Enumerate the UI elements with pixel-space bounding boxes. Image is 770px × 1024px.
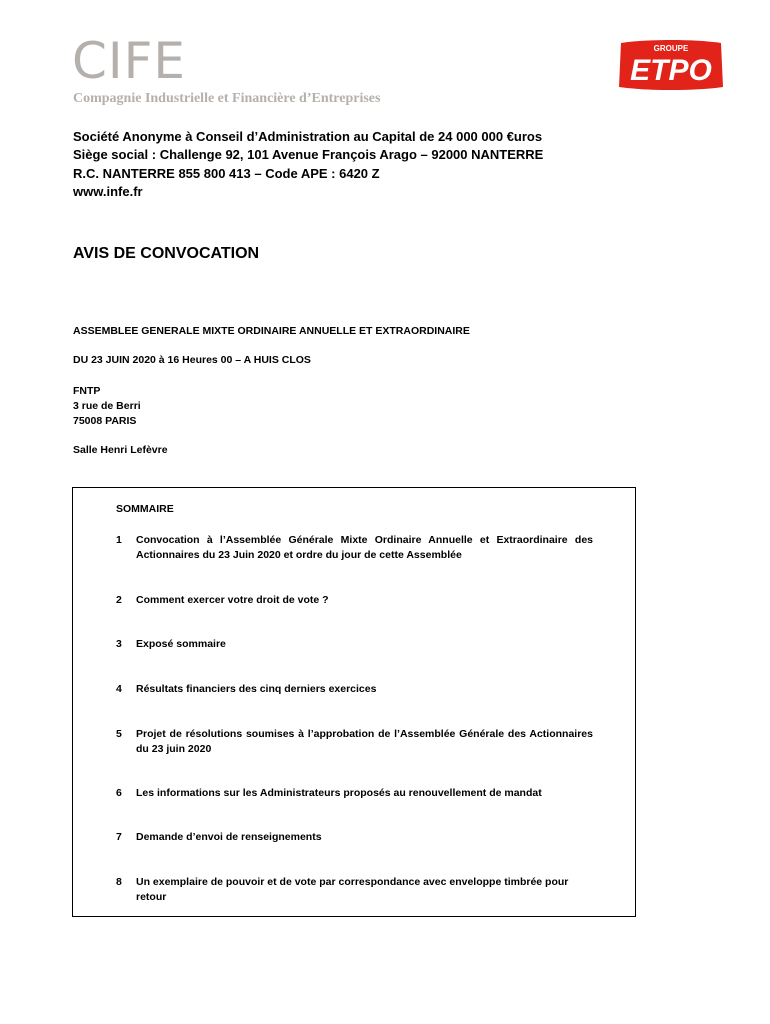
summary-item-text: Exposé sommaire xyxy=(136,638,226,650)
summary-item xyxy=(116,593,593,608)
summary-item xyxy=(116,786,593,801)
summary-item-number: 8 xyxy=(116,876,122,888)
cife-logo-subtitle: Compagnie Industrielle et Financière d’Entreprises xyxy=(73,91,381,106)
company-info xyxy=(73,128,543,201)
meeting-type: ASSEMBLEE GENERALE MIXTE ORDINAIRE ANNUELLE ET EXTRAORDINAIRE xyxy=(73,325,470,337)
company-head-office: Siège social : Challenge 92, 101 Avenue François Arago – 92000 NANTERRE xyxy=(73,147,544,163)
venue-city: 75008 PARIS xyxy=(73,415,137,427)
summary-item-number: 3 xyxy=(116,638,122,650)
meeting-date: DU 23 JUIN 2020 à 16 Heures 00 – A HUIS CLOS xyxy=(73,354,311,366)
summary-item-text: Convocation à l’Assemblée Générale Mixte Ordinaire Annuelle et Extraordinaire des Actionnaires du 23 Juin 2020 et ordre du jour de cette Assemblée xyxy=(136,534,593,561)
document-title: AVIS DE CONVOCATION xyxy=(73,245,260,262)
meeting-room: Salle Henri Lefèvre xyxy=(73,444,168,456)
summary-item xyxy=(116,727,593,757)
summary-item xyxy=(116,682,593,697)
summary-item-text: Projet de résolutions soumises à l’approbation de l’Assemblée Générale des Actionnaires du 23 juin 2020 xyxy=(136,728,593,755)
summary-item-text: Résultats financiers des cinq derniers exercices xyxy=(136,683,377,695)
venue-street: 3 rue de Berri xyxy=(73,400,141,412)
meeting-address xyxy=(73,384,141,429)
summary-item-number: 6 xyxy=(116,787,122,799)
summary-item xyxy=(116,875,593,905)
company-legal-form: Société Anonyme à Conseil d’Administration au Capital de 24 000 000 €uros xyxy=(73,129,543,144)
summary-item-text: Demande d’envoi de renseignements xyxy=(136,831,322,843)
summary-item xyxy=(116,533,593,563)
summary-item-text: Les informations sur les Administrateurs proposés au renouvellement de mandat xyxy=(136,787,542,799)
summary-item-number: 1 xyxy=(116,534,122,546)
venue-name: FNTP xyxy=(73,385,101,397)
summary-title: SOMMAIRE xyxy=(116,503,174,515)
cife-logo: CIFE xyxy=(72,32,187,90)
summary-item-text: Un exemplaire de pouvoir et de vote par correspondance avec enveloppe timbrée pour retour xyxy=(136,876,569,903)
etpo-logo-top-text: GROUPE xyxy=(653,44,689,53)
company-website: www.infe.fr xyxy=(73,183,143,199)
summary-item-text: Comment exercer votre droit de vote ? xyxy=(136,594,329,606)
etpo-logo-main-text: ETPO xyxy=(630,54,712,87)
summary-item-number: 5 xyxy=(116,728,122,740)
summary-item-number: 7 xyxy=(116,831,122,843)
summary-item xyxy=(116,637,593,652)
company-registration: R.C. NANTERRE 855 800 413 – Code APE : 6420 Z xyxy=(73,165,380,181)
summary-item xyxy=(116,830,593,845)
summary-item-number: 2 xyxy=(116,594,122,606)
summary-item-number: 4 xyxy=(116,683,122,695)
etpo-logo xyxy=(617,37,725,93)
